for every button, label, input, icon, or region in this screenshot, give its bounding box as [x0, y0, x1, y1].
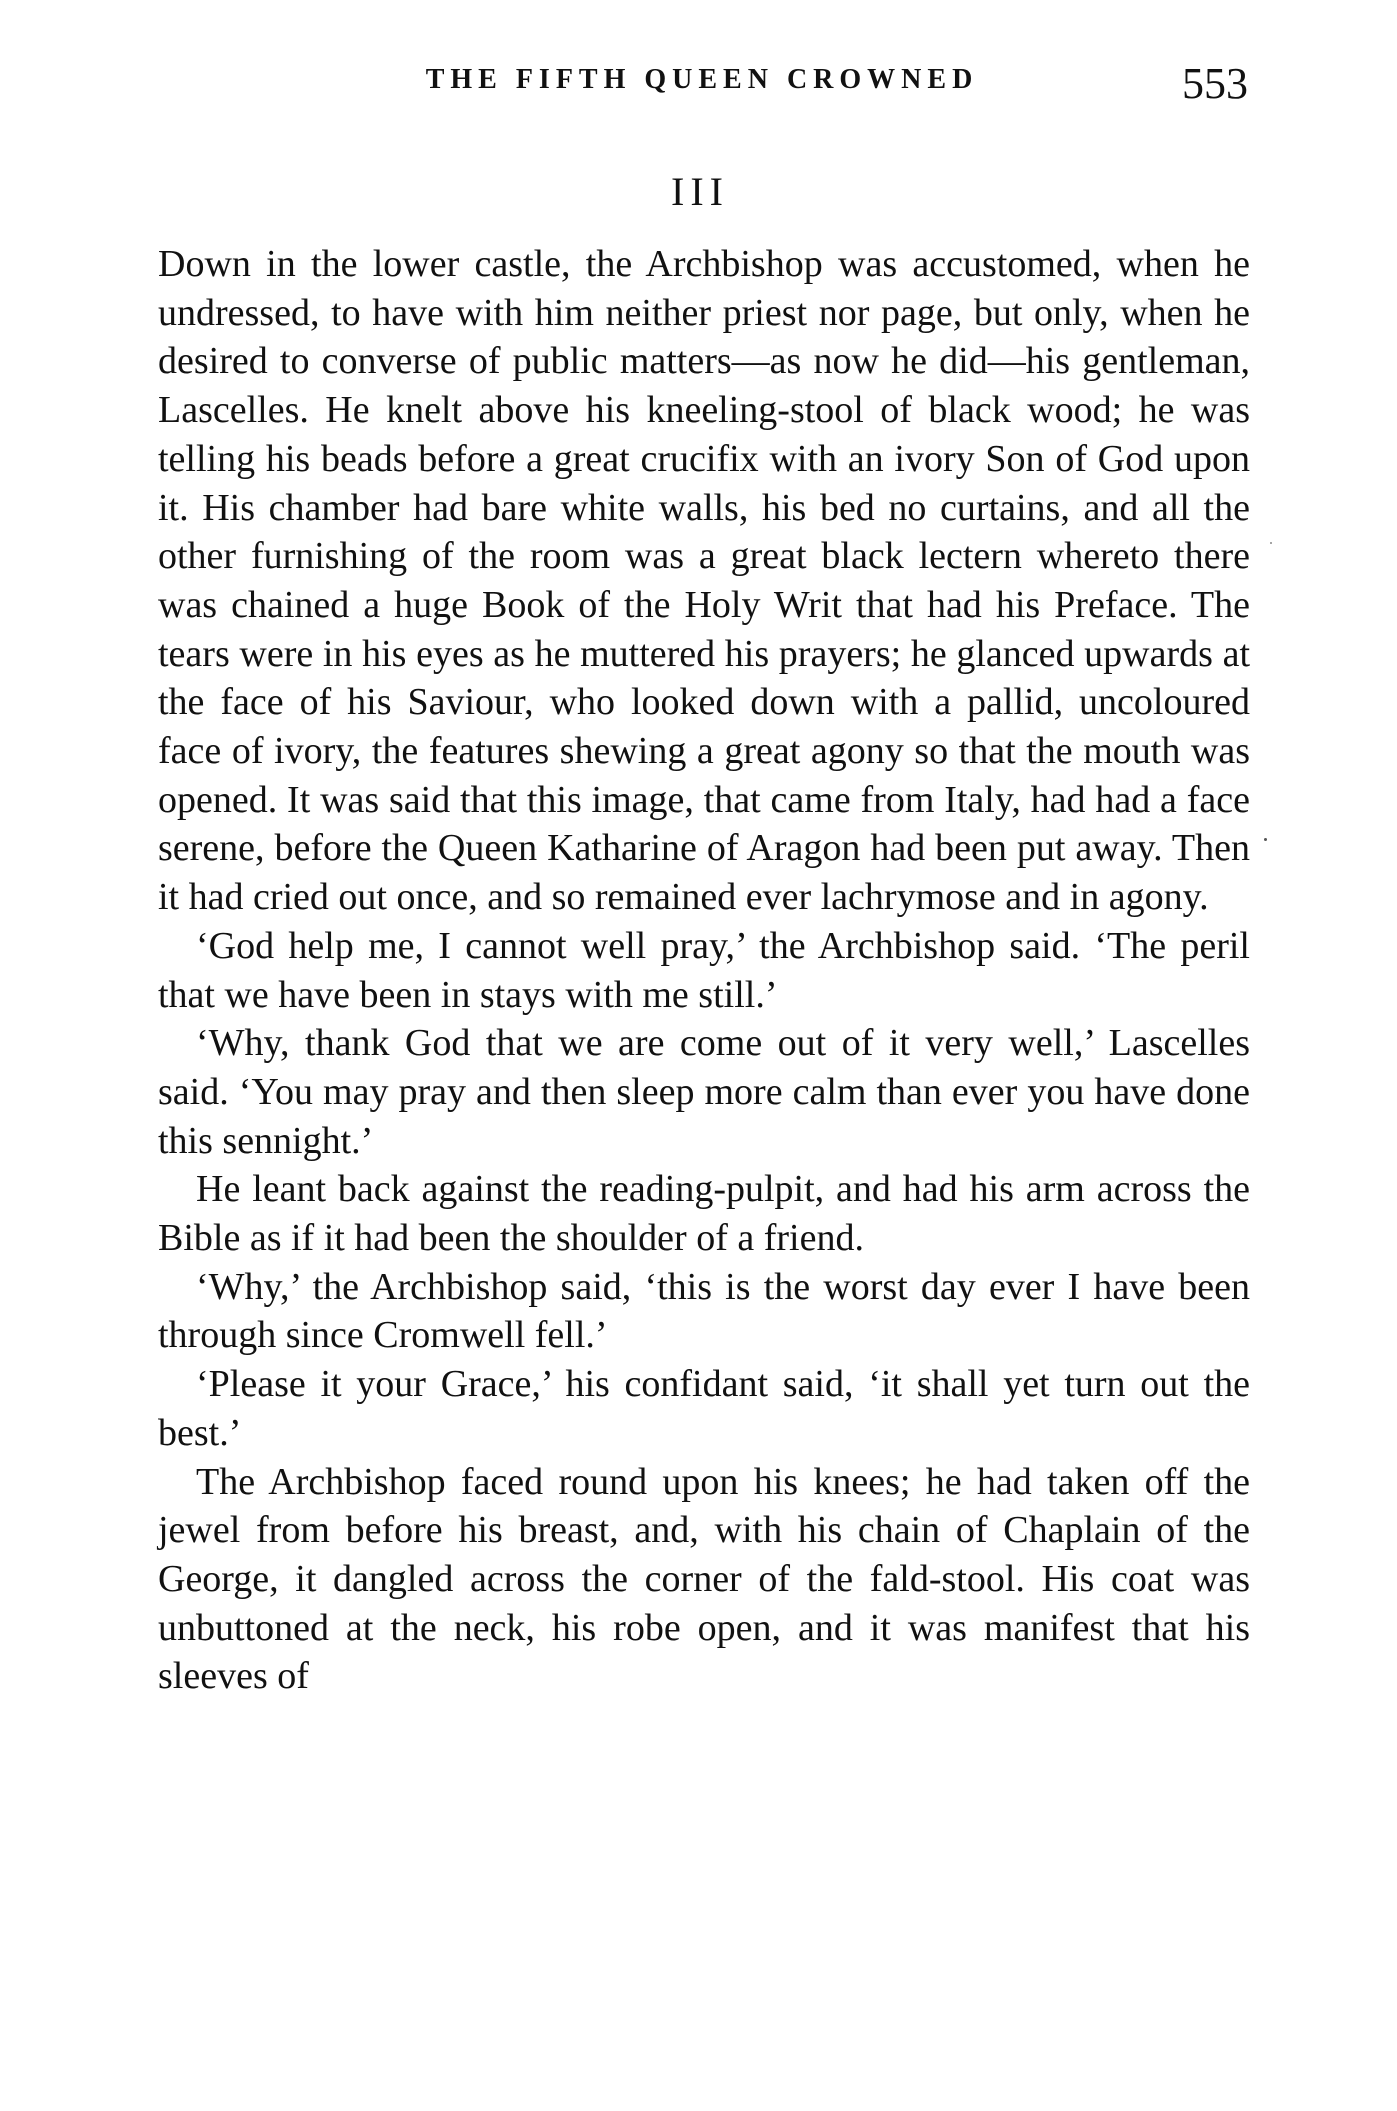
- paragraph: ‘Please it your Grace,’ his confidant said, ‘it shall yet turn out the best.’: [158, 1363, 1250, 1454]
- paragraph: The Archbishop faced round upon his knees; he had taken off the jewel from before his breast, and, with his chain of Chaplain of the George, it dangled across the corner of the fald-stool. His coat was unbuttoned at the neck, his robe open, and it was manifest that his sleeves of: [158, 1460, 1250, 1698]
- chapter-number: III: [671, 169, 729, 214]
- running-head: [156, 52, 1248, 112]
- page-number: 553: [1182, 59, 1248, 108]
- paragraph: ‘God help me, I cannot well pray,’ the Archbishop said. ‘The peril that we have been in stays with me still.’: [158, 924, 1250, 1016]
- paragraph: ‘Why, thank God that we are come out of it very well,’ Lascelles said. ‘You may pray and then sleep more calm than ever you have done this sennight.’: [158, 1022, 1250, 1162]
- running-title: THE FIFTH QUEEN CROWNED: [425, 64, 979, 95]
- body-text: [158, 240, 1250, 1701]
- print-speck: [1270, 542, 1272, 544]
- paragraph: Down in the lower castle, the Archbishop was accustomed, when he undressed, to have with him neither priest nor page, but only, when he desired to converse of public matters—as now he did—his gentleman, Lascelles. He knelt above his kneeling-stool of black wood; he was telling his beads before a great crucifix with an ivory Son of God upon it. His chamber had bare white walls, his bed no curtains, and all the other furnishing of the room was a great black lectern whereto there was chained a huge Book of the Holy Writ that had his Preface. The tears were in his eyes as he muttered his prayers; he glanced upwards at the face of his Saviour, who looked down with a pallid, uncoloured face of ivory, the features shewing a great agony so that the mouth was opened. It was said that this image, that came from Italy, had had a face serene, before the Queen Katharine of Aragon had been put away. Then it had cried out once, and so remained ever lachrymose and in agony.: [158, 243, 1250, 919]
- paragraph: ‘Why,’ the Archbishop said, ‘this is the worst day ever I have been through since Cromwell fell.’: [158, 1265, 1250, 1357]
- paragraph: He leant back against the reading-pulpit, and had his arm across the Bible as if it had been the shoulder of a friend.: [158, 1168, 1250, 1260]
- print-speck: [1264, 838, 1267, 841]
